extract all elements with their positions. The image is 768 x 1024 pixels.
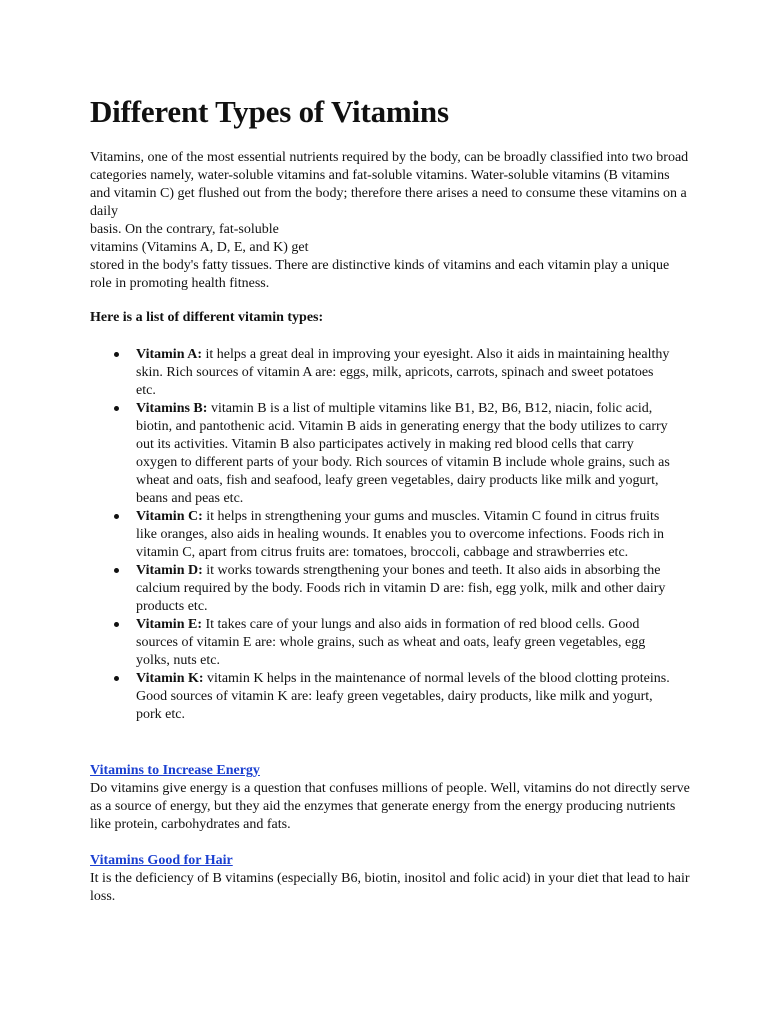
list-item-vitamin-c [90, 508, 676, 562]
vitamin-name: Vitamin D: [136, 563, 203, 578]
bullet-icon [114, 352, 119, 357]
vitamin-description: it helps a great deal in improving your eyesight. Also it aids in maintaining healthy skin. Rich sources of vitamin A are: eggs, milk, apricots, carrots, spinach and sweet potatoes etc. [136, 347, 670, 398]
bullet-icon [114, 514, 119, 519]
vitamin-name: Vitamin E: [136, 617, 202, 632]
list-item-vitamin-k [90, 670, 676, 724]
vitamin-name: Vitamins B: [136, 401, 208, 416]
intro-line: basis. On the contrary, fat-soluble [90, 222, 279, 237]
vitamin-description: vitamin B is a list of multiple vitamins like B1, B2, B6, B12, niacin, folic acid, biotin, and pantothenic acid. Vitamin B aids in generating energy that the body utilizes to carry out its activities. Vitamin B also participates actively in making red blood cells that carry oxygen to different parts of your body. Rich sources of vitamin B include whole grains, such as wheat and oats, fish and seafood, leafy green vegetables, dairy products like milk and yogurt, beans and peas etc. [136, 401, 670, 506]
bullet-icon [114, 568, 119, 573]
vitamin-name: Vitamin A: [136, 347, 202, 362]
vitamin-description: it helps in strengthening your gums and muscles. Vitamin C found in citrus fruits like oranges, also aids in healing wounds. It enables you to overcome infections. Foods rich in vitamin C, apart from citrus fruits are: tomatoes, broccoli, cabbage and strawberries etc. [136, 509, 665, 560]
section-hair-text: It is the deficiency of B vitamins (especially B6, biotin, inositol and folic acid) in your diet that lead to hair loss. [90, 871, 690, 904]
vitamin-description: It takes care of your lungs and also aids in formation of red blood cells. Good sources of vitamin E are: whole grains, such as wheat and oats, leafy green vegetables, egg yolks, nuts etc. [136, 617, 646, 668]
list-item-vitamin-b [90, 400, 676, 508]
list-item-vitamin-d [90, 562, 676, 616]
intro-line: stored in the body's fatty tissues. There are distinctive kinds of vitamins and each vitamin play a unique role in promoting health fitness. [90, 258, 670, 291]
intro-line: Vitamins, one of the most essential nutrients required by the body, can be broadly classified into two broad categories namely, water-soluble vitamins and fat-soluble vitamins. Water-soluble vitamins (B vitamins and vitamin C) get flushed out from the body; therefore there arises a need to consume these vitamins on a daily [90, 150, 689, 219]
list-item-vitamin-a [90, 346, 676, 400]
vitamin-description: vitamin K helps in the maintenance of normal levels of the blood clotting proteins. Good sources of vitamin K are: leafy green vegetables, dairy products, like milk and yogurt, pork etc. [136, 671, 670, 722]
list-item-vitamin-e [90, 616, 676, 670]
bullet-icon [114, 622, 119, 627]
list-heading: Here is a list of different vitamin types: [90, 310, 324, 325]
vitamin-list [90, 346, 690, 724]
section-energy-text: Do vitamins give energy is a question that confuses millions of people. Well, vitamins do not directly serve as a source of energy, but they aid the enzymes that generate energy from the energy producing nutrients like protein, carbohydrates and fats. [90, 781, 690, 832]
section-hair [90, 852, 690, 906]
intro-line: vitamins (Vitamins A, D, E, and K) get [90, 240, 309, 255]
vitamin-name: Vitamin C: [136, 509, 203, 524]
bullet-icon [114, 406, 119, 411]
vitamin-name: Vitamin K: [136, 671, 204, 686]
bullet-icon [114, 676, 119, 681]
link-vitamins-hair[interactable]: Vitamins Good for Hair [90, 853, 233, 868]
page-title: Different Types of Vitamins [90, 94, 449, 129]
intro-paragraph [90, 149, 690, 293]
link-vitamins-energy[interactable]: Vitamins to Increase Energy [90, 763, 260, 778]
vitamin-description: it works towards strengthening your bones and teeth. It also aids in absorbing the calcium required by the body. Foods rich in vitamin D are: fish, egg yolk, milk and other dairy products etc. [136, 563, 666, 614]
section-energy [90, 762, 690, 834]
